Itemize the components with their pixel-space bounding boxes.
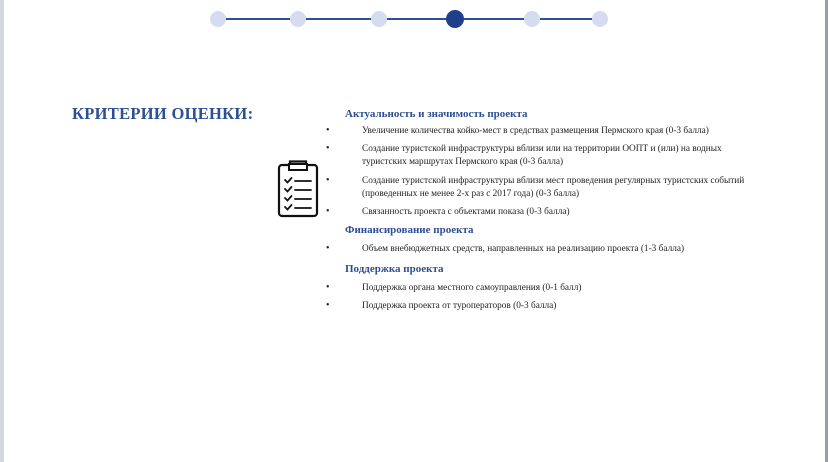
bullet: • <box>326 300 330 311</box>
bullet: • <box>326 282 330 293</box>
list-item: Связанность проекта с объектами показа (0-3 балла) <box>362 207 570 217</box>
section-heading-financing: Финансирование проекта <box>345 224 474 236</box>
progress-stepper <box>0 0 828 40</box>
bullet: • <box>326 143 330 154</box>
list-item: Поддержка органа местного самоуправления (0-1 балл) <box>362 283 582 293</box>
bullet: • <box>326 243 330 254</box>
bullet: • <box>326 206 330 217</box>
list-item: Создание туристской инфраструктуры вблизи или на территории ООПТ и (или) на водных туристских маршрутах Пермского края (0-3 балла) <box>362 144 722 167</box>
bullet: • <box>326 175 330 186</box>
list-item: Поддержка проекта от туроператоров (0-3 балла) <box>362 301 557 311</box>
step-dot-3[interactable] <box>371 11 387 27</box>
bullet: • <box>326 125 330 136</box>
step-dot-1[interactable] <box>210 11 226 27</box>
step-dot-4-active[interactable] <box>446 10 464 28</box>
list-item: Создание туристской инфраструктуры вблизи мест проведения регулярных туристских событий (проведенных не менее 2-х раз с 2017 года) (0-3 балла) <box>362 176 745 199</box>
criteria-title: КРИТЕРИИ ОЦЕНКИ: <box>72 104 254 123</box>
section-heading-support: Поддержка проекта <box>345 263 444 275</box>
clipboard-checklist-icon <box>277 160 319 218</box>
section-heading-relevance: Актуальность и значимость проекта <box>345 108 528 120</box>
step-dot-2[interactable] <box>290 11 306 27</box>
step-dot-5[interactable] <box>524 11 540 27</box>
step-dot-6[interactable] <box>592 11 608 27</box>
left-page-edge <box>0 0 4 462</box>
list-item: Объем внебюджетных средств, направленных на реализацию проекта (1-3 балла) <box>362 244 685 254</box>
list-item: Увеличение количества койко-мест в средствах размещения Пермского края (0-3 балла) <box>362 126 709 136</box>
stepper-line <box>218 18 600 20</box>
